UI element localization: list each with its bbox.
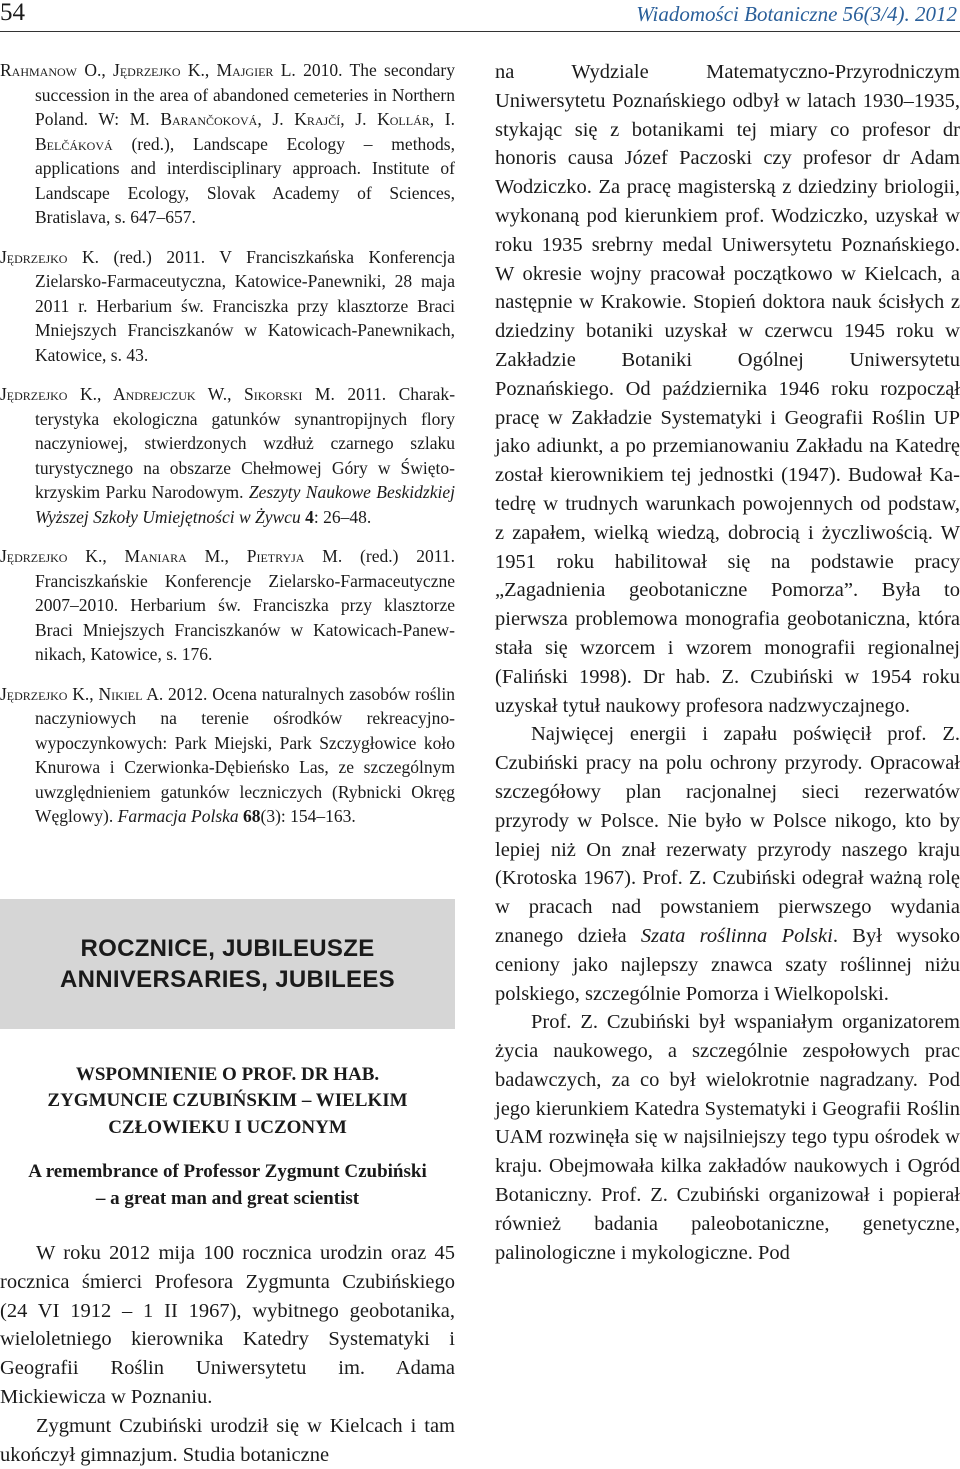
page-number: 54 <box>0 0 25 26</box>
article-title-line: ZYGMUNCIE CZUBIŃSKIM – WIELKIM <box>47 1090 408 1111</box>
body-paragraph: Zygmunt Czubiński urodził się w Kielcach i tam ukończył gimnazjum. Studia botaniczne <box>0 1414 455 1466</box>
left-column <box>0 58 455 1469</box>
article-title <box>0 1062 455 1142</box>
journal-title: Wiadomości Botaniczne 56(3/4). 2012 <box>636 2 957 26</box>
reference-item: Rahmanow O., Jędrzejko K., Majgier L. 2010. The secondary succession in the area of abandoned cemeteries in Northern Poland. W: M. Barančoková, J. Krajčí, J. Kollár, I. Belčáková (red.), Landscape Ecology – methods, applications and interdisciplinary approach. Institute of Landscape Ecology, Slovak Academy of Sciences, Bratislava, s. 647–657. <box>0 60 455 227</box>
article-body-left <box>0 1239 455 1469</box>
body-paragraph: Najwięcej energii i zapału poświęcił prof. Z. Czubiński pracy na polu ochrony przyrody. Opracował szczegółowy plan racjonalnej sieci rezerwatów przyrody w Polsce. Nie było w Polsce nikogo, kto by lepiej niż On znał rezerwaty przyrody naszego kraju (Krotoska 1967). Prof. Z. Czubiński odegrał ważną rolę w pracach nad powstaniem pierwszego wydania znanego dzieła Szata roślinna Polski. Był wysoko ceniony jako najlepszy znawca szaty roślinnej niżu polskiego, szczególnie Pomorza i Wielkopolski. <box>495 723 960 1005</box>
reference-item: Jędrzejko K., Andrejczuk W., Sikorski M. 2011. Charakterystyka ekologiczna gatunków synantropijnych flory naczyniowej, stwierdzonych wzdłuż czarnego szlaku turystycznego na obszarze Chełmowej Góry w Świętokrzyskim Parku Narodowym. Zeszyty Naukowe Beskidzkiej Wyższej Szkoły Umiejętności w Żywcu 4: 26–48. <box>0 384 456 527</box>
body-paragraph: na Wydziale Matematyczno-Przyrodniczym Uniwersytetu Poznańskiego odbył w latach 1930–1935, stykając się z botanikami tej miary co profesor dr honoris causa Józef Paczoski czy profesor dr Adam Wodziczko. Za pracę magisterską z dziedziny briologii, wykonaną pod kierunkiem prof. Wodziczko, uzyskał w roku 1935 srebrny medal Uniwersytetu Poznańskiego. W okresie wojny pracował początkowo w Kielcach, a następnie w Krakowie. Stopień doktora nauk ścisłych z dziedziny botaniki uzyskał w czerwcu 1945 roku w Zakładzie Botaniki Ogólnej Uniwersytetu Poznańskiego. Od października 1946 roku rozpoczął pracę w Zakładzie Systematyki i Geografii Roślin UP jako adiunkt, a po przemianowaniu Zakładu na Katedrę został kierownikiem tej jednostki (1947). Budował Katedrę w trudnych warunkach powojennych od podstaw, z zapałem, wielką wiedzą, dobrocią i życzliwością. W 1951 roku habilitował się na podstawie pracy „Zagadnienia geobotaniczne Pomorza”. Była to pierwsza problemowa monografia geobotaniczna, która stała się wzorcem i wzorem monografii regionalnej (Faliński 1998). Dr hab. Z. Czubiński w 1954 roku uzyskał tytuł naukowy profesora nadzwyczajnego. <box>495 61 960 717</box>
article-subtitle-line: – a great man and great scientist <box>95 1187 360 1209</box>
header-rule <box>0 31 960 32</box>
article-title-line: WSPOMNIENIE O PROF. DR HAB. <box>75 1063 380 1085</box>
section-band <box>0 899 455 1029</box>
section-title-en: ANNIVERSARIES, JUBILEES <box>60 965 395 993</box>
article-title-line: CZŁOWIEKU I UCZONYM <box>108 1116 347 1138</box>
right-column <box>495 58 960 1267</box>
article-subtitle <box>0 1159 455 1212</box>
reference-list <box>0 58 455 829</box>
reference-item: Jędrzejko K., Nikiel A. 2012. Ocena naturalnych zasobów roślin naczyniowych na terenie ośrodków rekreacyjno-wypoczynkowych: Park Miejski, Park Szczygłowice koło Knurowa i Czerwionka-Dębieńsko Las, ze szczególnym uwzględnieniem gatunków leczniczych (Rybnicki Okręg Węglowy). Farmacja Polska 68(3): 154–163. <box>0 683 455 826</box>
reference-item: Jędrzejko K., Maniara M., Pietryja M. (red.) 2011. Franciszkańskie Konferencje Zielarsko-Farmaceutyczne 2007–2010. Herbarium św. Franciszka przy klasztorze Braci Mniejszych Franciszkanów w Katowicach-Panewnikach, Katowice, s. 176. <box>0 546 455 664</box>
article-subtitle-line: A remembrance of Professor Zygmunt Czubiński <box>28 1161 427 1182</box>
body-paragraph: W roku 2012 mija 100 rocznica urodzin oraz 45 rocznica śmierci Profesora Zygmunta Czubińskiego (24 VI 1912 – 1 II 1967), wybitnego geobotanika, wieloletniego kierownika Katedry Systematyki i Geografii Roślin Uniwersytetu im. Adama Mickiewicza w Poznaniu. <box>0 1242 455 1408</box>
body-paragraph: Prof. Z. Czubiński był wspaniałym organizatorem życia naukowego, a szczególnie zespołowych prac badawczych, za co był wielokrotnie nagradzany. Pod jego kierunkiem Katedra Systematyki i Geografii Roślin UAM rozwinęła się w najsilniejszy tego typu ośrodek w kraju. Obejmowała kilka zakładów naukowych i Ogród Botaniczny. Prof. Z. Czubiński organizował i popierał również badania paleobotaniczne, genetyczne, palinologiczne i mykologiczne. Pod <box>495 1011 960 1264</box>
reference-item: Jędrzejko K. (red.) 2011. V Franciszkańska Konferencja Zielarsko-Farmaceutyczna, Katowice-Panewniki, 28 maja 2011 r. Herbarium św. Franciszka przy klasztorze Braci Mniejszych Franciszkanów w Katowicach-Panewnikach, Katowice, s. 43. <box>0 246 455 365</box>
section-title-pl: ROCZNICE, JUBILEUSZE <box>80 934 375 962</box>
page-header <box>0 0 960 44</box>
